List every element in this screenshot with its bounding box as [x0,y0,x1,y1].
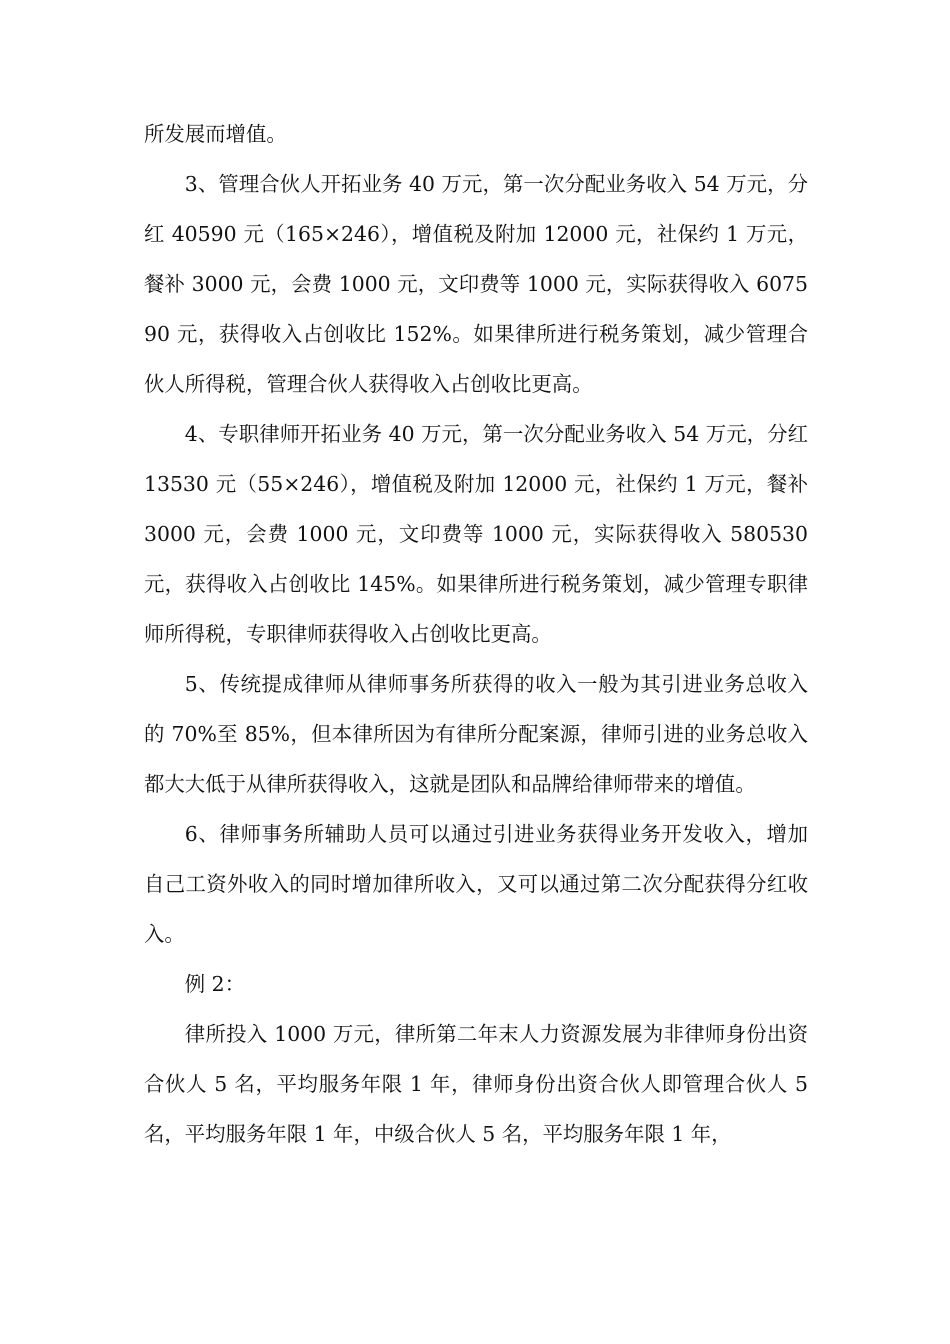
document-page [144,109,808,1159]
paragraph-item-6: 6、律师事务所辅助人员可以通过引进业务获得业务开发收入，增加自己工资外收入的同时增加律所收入，又可以通过第二次分配获得分红收入。 [144,822,808,946]
paragraph-continuation: 所发展而增值。 [144,122,287,146]
example-heading: 例 2： [184,972,246,996]
paragraph-example-body: 律所投入 1000 万元，律所第二年末人力资源发展为非律师身份出资合伙人 5 名，平均服务年限 1 年，律师身份出资合伙人即管理合伙人 5 名，平均服务年限 1 年，中级合伙人 5 名，平均服务年限 1 年， [144,1022,808,1146]
paragraph-item-3: 3、管理合伙人开拓业务 40 万元，第一次分配业务收入 54 万元，分红 40590 元（165×246），增值税及附加 12000 元，社保约 1 万元，餐补 3000 元，会费 1000 元，文印费等 1000 元，实际获得收入 607590 元，获得收入占创收比 152%。如果律所进行税务策划，减少管理合伙人所得税，管理合伙人获得收入占创收比更高。 [144,172,808,396]
paragraph-item-4: 4、专职律师开拓业务 40 万元，第一次分配业务收入 54 万元，分红 13530 元（55×246），增值税及附加 12000 元，社保约 1 万元，餐补 3000 元，会费 1000 元，文印费等 1000 元，实际获得收入 580530 元，获得收入占创收比 145%。如果律所进行税务策划，减少管理专职律师所得税，专职律师获得收入占创收比更高。 [144,422,808,646]
paragraph-item-5: 5、传统提成律师从律师事务所获得的收入一般为其引进业务总收入的 70%至 85%，但本律所因为有律所分配案源，律师引进的业务总收入都大大低于从律所获得收入，这就是团队和品牌给律师带来的增值。 [144,672,808,796]
